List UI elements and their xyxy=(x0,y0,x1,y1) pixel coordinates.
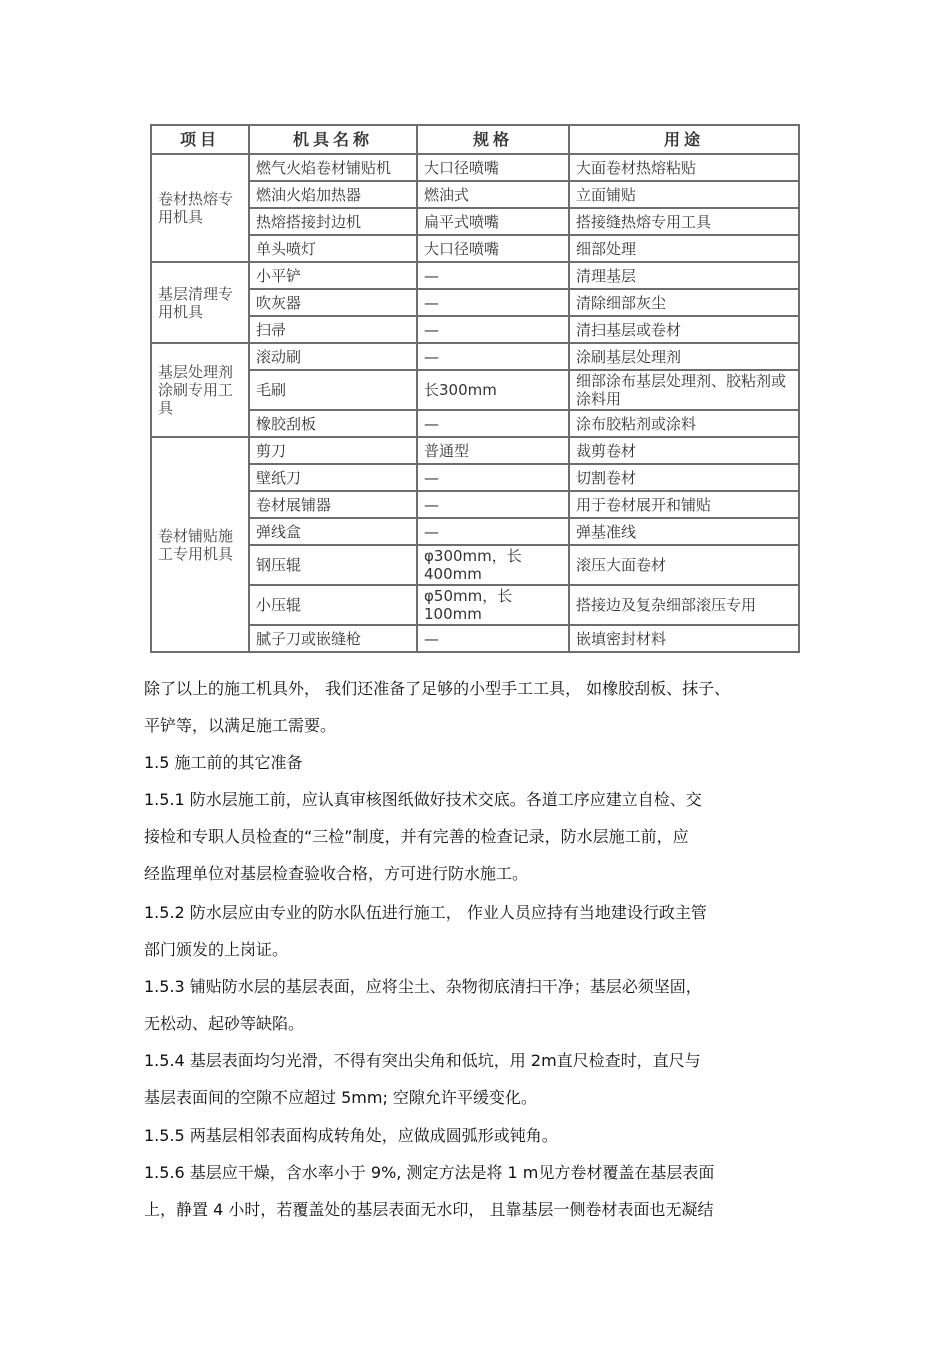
cell-usage: 滚压大面卷材 xyxy=(569,545,799,585)
cell-spec: — xyxy=(417,464,569,491)
cell-spec: — xyxy=(417,316,569,343)
cell-spec: — xyxy=(417,262,569,289)
cell-spec: 燃油式 xyxy=(417,181,569,208)
cell-spec: 扁平式喷嘴 xyxy=(417,208,569,235)
cell-usage: 弹基准线 xyxy=(569,518,799,545)
cell-tool: 热熔搭接封边机 xyxy=(249,208,417,235)
paragraph-line: 1.5.3 铺贴防水层的基层表面，应将尘土、杂物彻底清扫干净；基层必须坚固， xyxy=(144,977,702,996)
table-row xyxy=(151,316,799,343)
cell-tool: 钢压辊 xyxy=(249,545,417,585)
cell-tool: 小平铲 xyxy=(249,262,417,289)
paragraph-line: 1.5.2 防水层应由专业的防水队伍进行施工， 作业人员应持有当地建设行政主管 xyxy=(144,903,707,922)
table-header-row xyxy=(151,125,799,154)
table-row xyxy=(151,437,799,464)
table-row xyxy=(151,289,799,316)
cell-tool: 单头喷灯 xyxy=(249,235,417,262)
cell-usage: 清除细部灰尘 xyxy=(569,289,799,316)
cell-spec: 长300mm xyxy=(417,370,569,410)
cell-tool: 腻子刀或嵌缝枪 xyxy=(249,625,417,652)
cell-usage: 用于卷材展开和铺贴 xyxy=(569,491,799,518)
cell-usage: 清理基层 xyxy=(569,262,799,289)
cell-spec: — xyxy=(417,343,569,370)
table-row xyxy=(151,491,799,518)
table-row xyxy=(151,464,799,491)
cell-tool: 燃气火焰卷材铺贴机 xyxy=(249,154,417,181)
cell-spec: — xyxy=(417,410,569,437)
cell-spec: 普通型 xyxy=(417,437,569,464)
paragraph-line: 1.5.4 基层表面均匀光滑，不得有突出尖角和低坑，用 2m直尺检查时，直尺与 xyxy=(144,1051,701,1070)
cell-tool: 扫帚 xyxy=(249,316,417,343)
cell-spec: — xyxy=(417,491,569,518)
header-usage: 用途 xyxy=(569,125,799,154)
paragraph-line: 平铲等，以满足施工需要。 xyxy=(144,716,337,735)
cell-usage: 嵌填密封材料 xyxy=(569,625,799,652)
paragraph-line: 1.5.5 两基层相邻表面构成转角处，应做成圆弧形或钝角。 xyxy=(144,1126,558,1145)
table-row xyxy=(151,625,799,652)
table-row xyxy=(151,181,799,208)
cell-spec: — xyxy=(417,289,569,316)
cell-tool: 小压辊 xyxy=(249,585,417,625)
cell-spec: 大口径喷嘴 xyxy=(417,235,569,262)
cell-usage: 搭接缝热熔专用工具 xyxy=(569,208,799,235)
header-spec: 规格 xyxy=(417,125,569,154)
table-row xyxy=(151,370,799,410)
paragraph-line: 上，静置 4 小时，若覆盖处的基层表面无水印， 且靠基层一侧卷材表面也无凝结 xyxy=(144,1200,714,1219)
table-row xyxy=(151,585,799,625)
table-row xyxy=(151,154,799,181)
cell-spec: φ50mm，长100mm xyxy=(417,585,569,625)
paragraph-line: 经监理单位对基层检查验收合格，方可进行防水施工。 xyxy=(144,864,529,883)
table-row xyxy=(151,235,799,262)
section-heading: 1.5 施工前的其它准备 xyxy=(144,753,303,772)
cell-spec: φ300mm，长400mm xyxy=(417,545,569,585)
cell-usage: 切割卷材 xyxy=(569,464,799,491)
paragraph-line: 无松动、起砂等缺陷。 xyxy=(144,1014,305,1033)
cell-tool: 毛刷 xyxy=(249,370,417,410)
paragraph-line: 基层表面间的空隙不应超过 5mm; 空隙允许平缓变化。 xyxy=(144,1088,537,1107)
header-tool-name: 机具名称 xyxy=(249,125,417,154)
paragraph-line: 接检和专职人员检查的“三检”制度，并有完善的检查记录，防水层施工前，应 xyxy=(144,827,689,846)
equipment-table-image xyxy=(144,120,804,662)
cell-tool: 卷材展铺器 xyxy=(249,491,417,518)
cell-tool: 剪刀 xyxy=(249,437,417,464)
cell-usage: 搭接边及复杂细部滚压专用 xyxy=(569,585,799,625)
cell-usage: 涂布胶粘剂或涂料 xyxy=(569,410,799,437)
cell-usage: 立面铺贴 xyxy=(569,181,799,208)
table-row xyxy=(151,343,799,370)
cell-usage: 细部处理 xyxy=(569,235,799,262)
paragraph-line: 部门颁发的上岗证。 xyxy=(144,940,289,959)
cell-spec: — xyxy=(417,625,569,652)
equipment-table xyxy=(150,124,800,653)
table-row xyxy=(151,518,799,545)
group-label: 基层处理剂涂刷专用工具 xyxy=(151,343,249,437)
cell-tool: 壁纸刀 xyxy=(249,464,417,491)
cell-tool: 弹线盒 xyxy=(249,518,417,545)
group-label: 基层清理专用机具 xyxy=(151,262,249,343)
paragraph-line: 除了以上的施工机具外， 我们还准备了足够的小型手工工具， 如橡胶刮板、抹子、 xyxy=(144,679,731,698)
cell-spec: 大口径喷嘴 xyxy=(417,154,569,181)
table-row xyxy=(151,545,799,585)
cell-usage: 清扫基层或卷材 xyxy=(569,316,799,343)
cell-tool: 吹灰器 xyxy=(249,289,417,316)
header-item: 项目 xyxy=(151,125,249,154)
cell-usage: 涂刷基层处理剂 xyxy=(569,343,799,370)
table-row xyxy=(151,208,799,235)
paragraph-line: 1.5.6 基层应干燥，含水率小于 9%, 测定方法是将 1 m见方卷材覆盖在基层表面 xyxy=(144,1163,715,1182)
paragraph-line: 1.5.1 防水层施工前，应认真审核图纸做好技术交底。各道工序应建立自检、交 xyxy=(144,790,702,809)
cell-usage: 大面卷材热熔粘贴 xyxy=(569,154,799,181)
group-label: 卷材铺贴施工专用机具 xyxy=(151,437,249,652)
cell-usage: 裁剪卷材 xyxy=(569,437,799,464)
cell-tool: 滚动刷 xyxy=(249,343,417,370)
table-row xyxy=(151,410,799,437)
group-label: 卷材热熔专用机具 xyxy=(151,154,249,262)
table-row xyxy=(151,262,799,289)
cell-tool: 橡胶刮板 xyxy=(249,410,417,437)
cell-usage: 细部涂布基层处理剂、胶粘剂或涂料用 xyxy=(569,370,799,410)
cell-spec: — xyxy=(417,518,569,545)
cell-tool: 燃油火焰加热器 xyxy=(249,181,417,208)
